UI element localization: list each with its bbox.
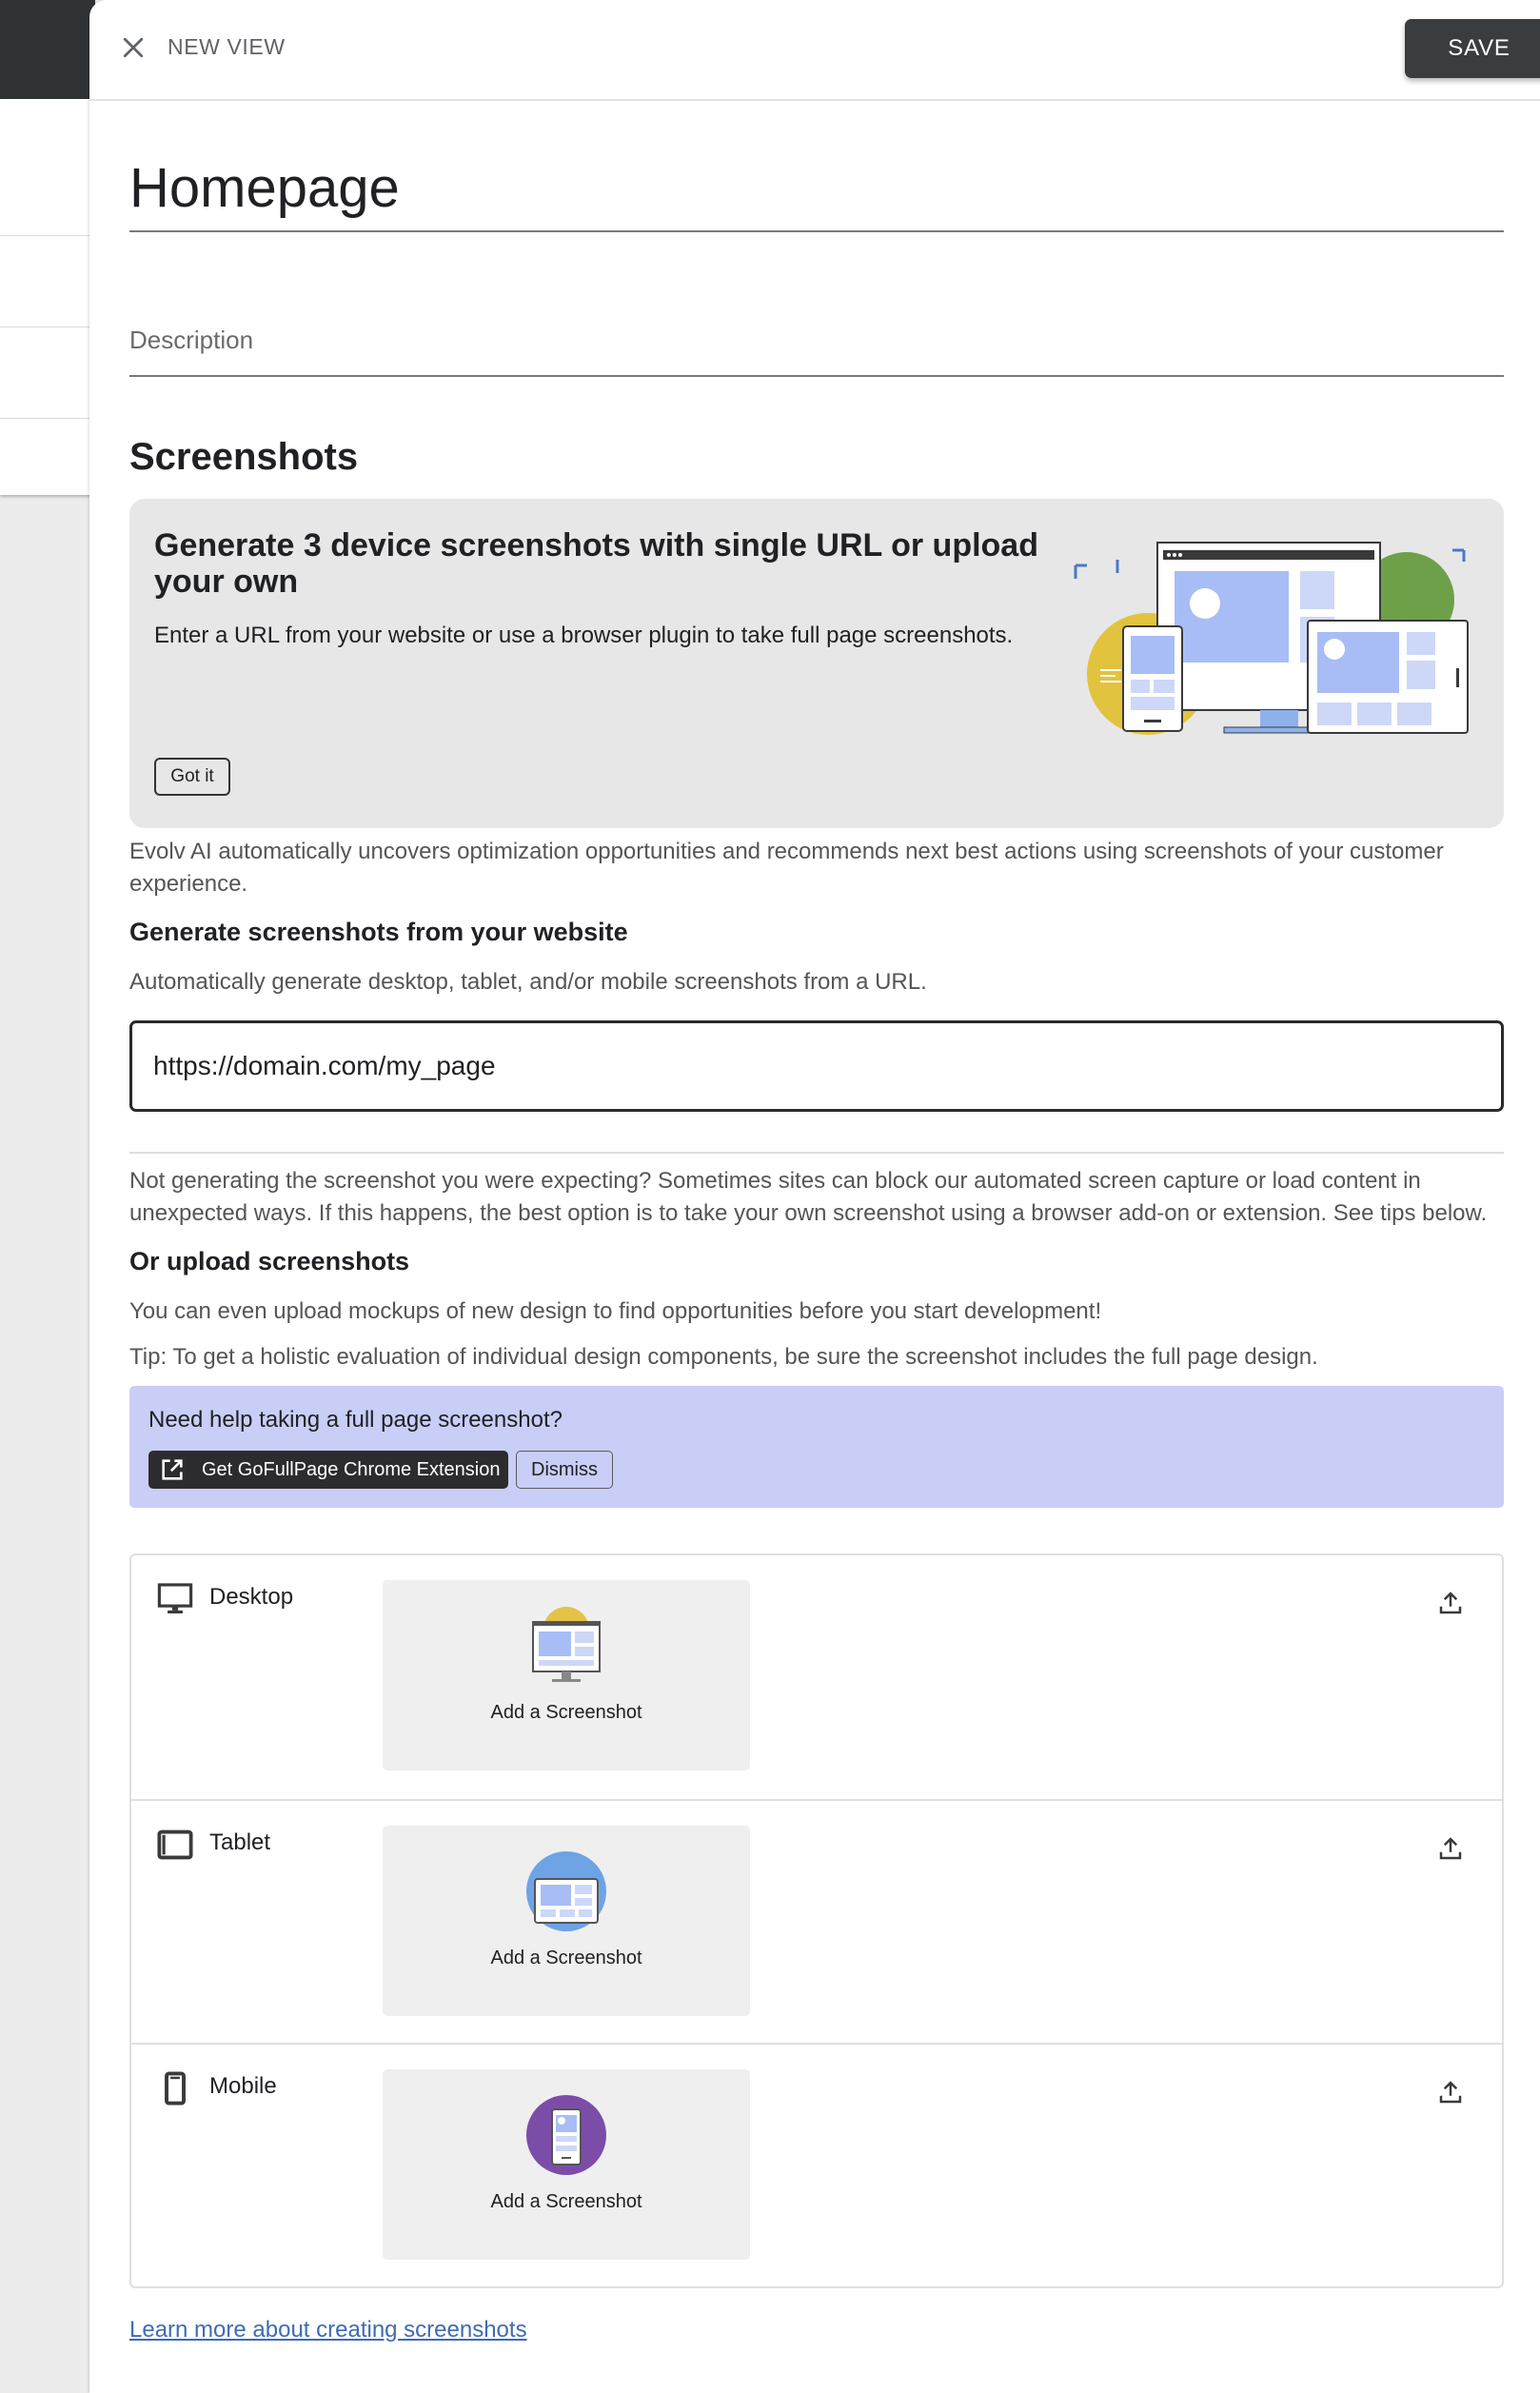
background-list-row [0,99,95,236]
devices-illustration [1072,522,1481,741]
desktop-screenshot-illustration [525,1605,607,1687]
background-list-row [0,419,95,503]
help-callout [129,1386,1504,1508]
add-screenshot-label: Add a Screenshot [490,1948,642,1968]
desktop-icon [156,1580,194,1618]
get-extension-label: Get GoFullPage Chrome Extension [202,1458,501,1480]
view-name-input[interactable] [129,156,1504,220]
open-in-new-icon [158,1455,187,1484]
promo-text: Enter a URL from your website or use a browser plugin to take full page screenshots. [154,623,1014,648]
device-label: Desktop [209,1584,294,1610]
add-screenshot-label: Add a Screenshot [490,2191,642,2212]
intro-text: Evolv AI automatically uncovers optimization opportunities and recommends next best actions using screenshots of your customer experience. [129,839,1444,897]
panel-header [89,0,1540,101]
panel-title: NEW VIEW [168,34,286,59]
section-divider [129,1152,1504,1154]
background-list-row [0,236,95,327]
screenshots-heading: Screenshots [129,436,359,478]
close-icon [119,33,148,62]
help-text: Need help taking a full page screenshot? [148,1407,563,1433]
background-list-row [0,327,95,419]
save-button[interactable]: SAVE [1405,19,1540,78]
tablet-screenshot-illustration [525,1850,607,1932]
upload-icon[interactable] [1431,1584,1470,1622]
learn-more-link[interactable]: Learn more about creating screenshots [129,2317,527,2343]
new-view-panel [89,0,1540,2393]
upload-icon[interactable] [1431,1829,1470,1868]
promo-title: Generate 3 device screenshots with single URL or upload your own [154,527,1038,600]
upload-heading: Or upload screenshots [129,1247,410,1276]
mockups-text: You can even upload mockups of new design to find opportunities before you start development! [129,1298,1102,1324]
dismiss-button[interactable]: Dismiss [516,1451,613,1489]
add-tablet-screenshot[interactable] [383,1826,750,2016]
add-screenshot-label: Add a Screenshot [490,1702,642,1723]
device-row-tablet [131,1799,1502,2043]
device-label: Mobile [209,2073,277,2099]
add-desktop-screenshot[interactable] [383,1580,750,1770]
tip-text: Tip: To get a holistic evaluation of individual design components, be sure the screenshot includes the full page design. [129,1344,1318,1370]
troubleshoot-text: Not generating the screenshot you were expecting? Sometimes sites can block our automated screen capture or load content in unexpected ways. If this happens, the best option is to take your own screenshot using a browser add-on or extension. See tips below. [129,1168,1488,1226]
generate-heading: Generate screenshots from your website [129,918,628,946]
upload-icon[interactable] [1431,2073,1470,2111]
description-input[interactable] [129,326,1504,355]
promo-banner [129,499,1504,828]
generate-description: Automatically generate desktop, tablet, and/or mobile screenshots from a URL. [129,969,927,995]
mobile-icon [156,2069,194,2107]
url-field [129,1020,1504,1112]
tablet-icon [156,1826,194,1864]
add-mobile-screenshot[interactable] [383,2069,750,2260]
device-upload-list [129,1553,1504,2288]
description-field [129,326,1504,377]
got-it-button[interactable]: Got it [154,758,230,796]
device-row-desktop [131,1555,1502,1799]
device-row-mobile [131,2043,1502,2286]
close-button[interactable] [110,25,156,70]
background-app-bar [0,0,95,99]
get-extension-button[interactable] [148,1451,508,1489]
device-label: Tablet [209,1829,271,1855]
mobile-screenshot-illustration [525,2094,607,2176]
url-input[interactable] [153,1051,1480,1081]
view-name-field [129,156,1504,232]
background-list [0,99,95,495]
